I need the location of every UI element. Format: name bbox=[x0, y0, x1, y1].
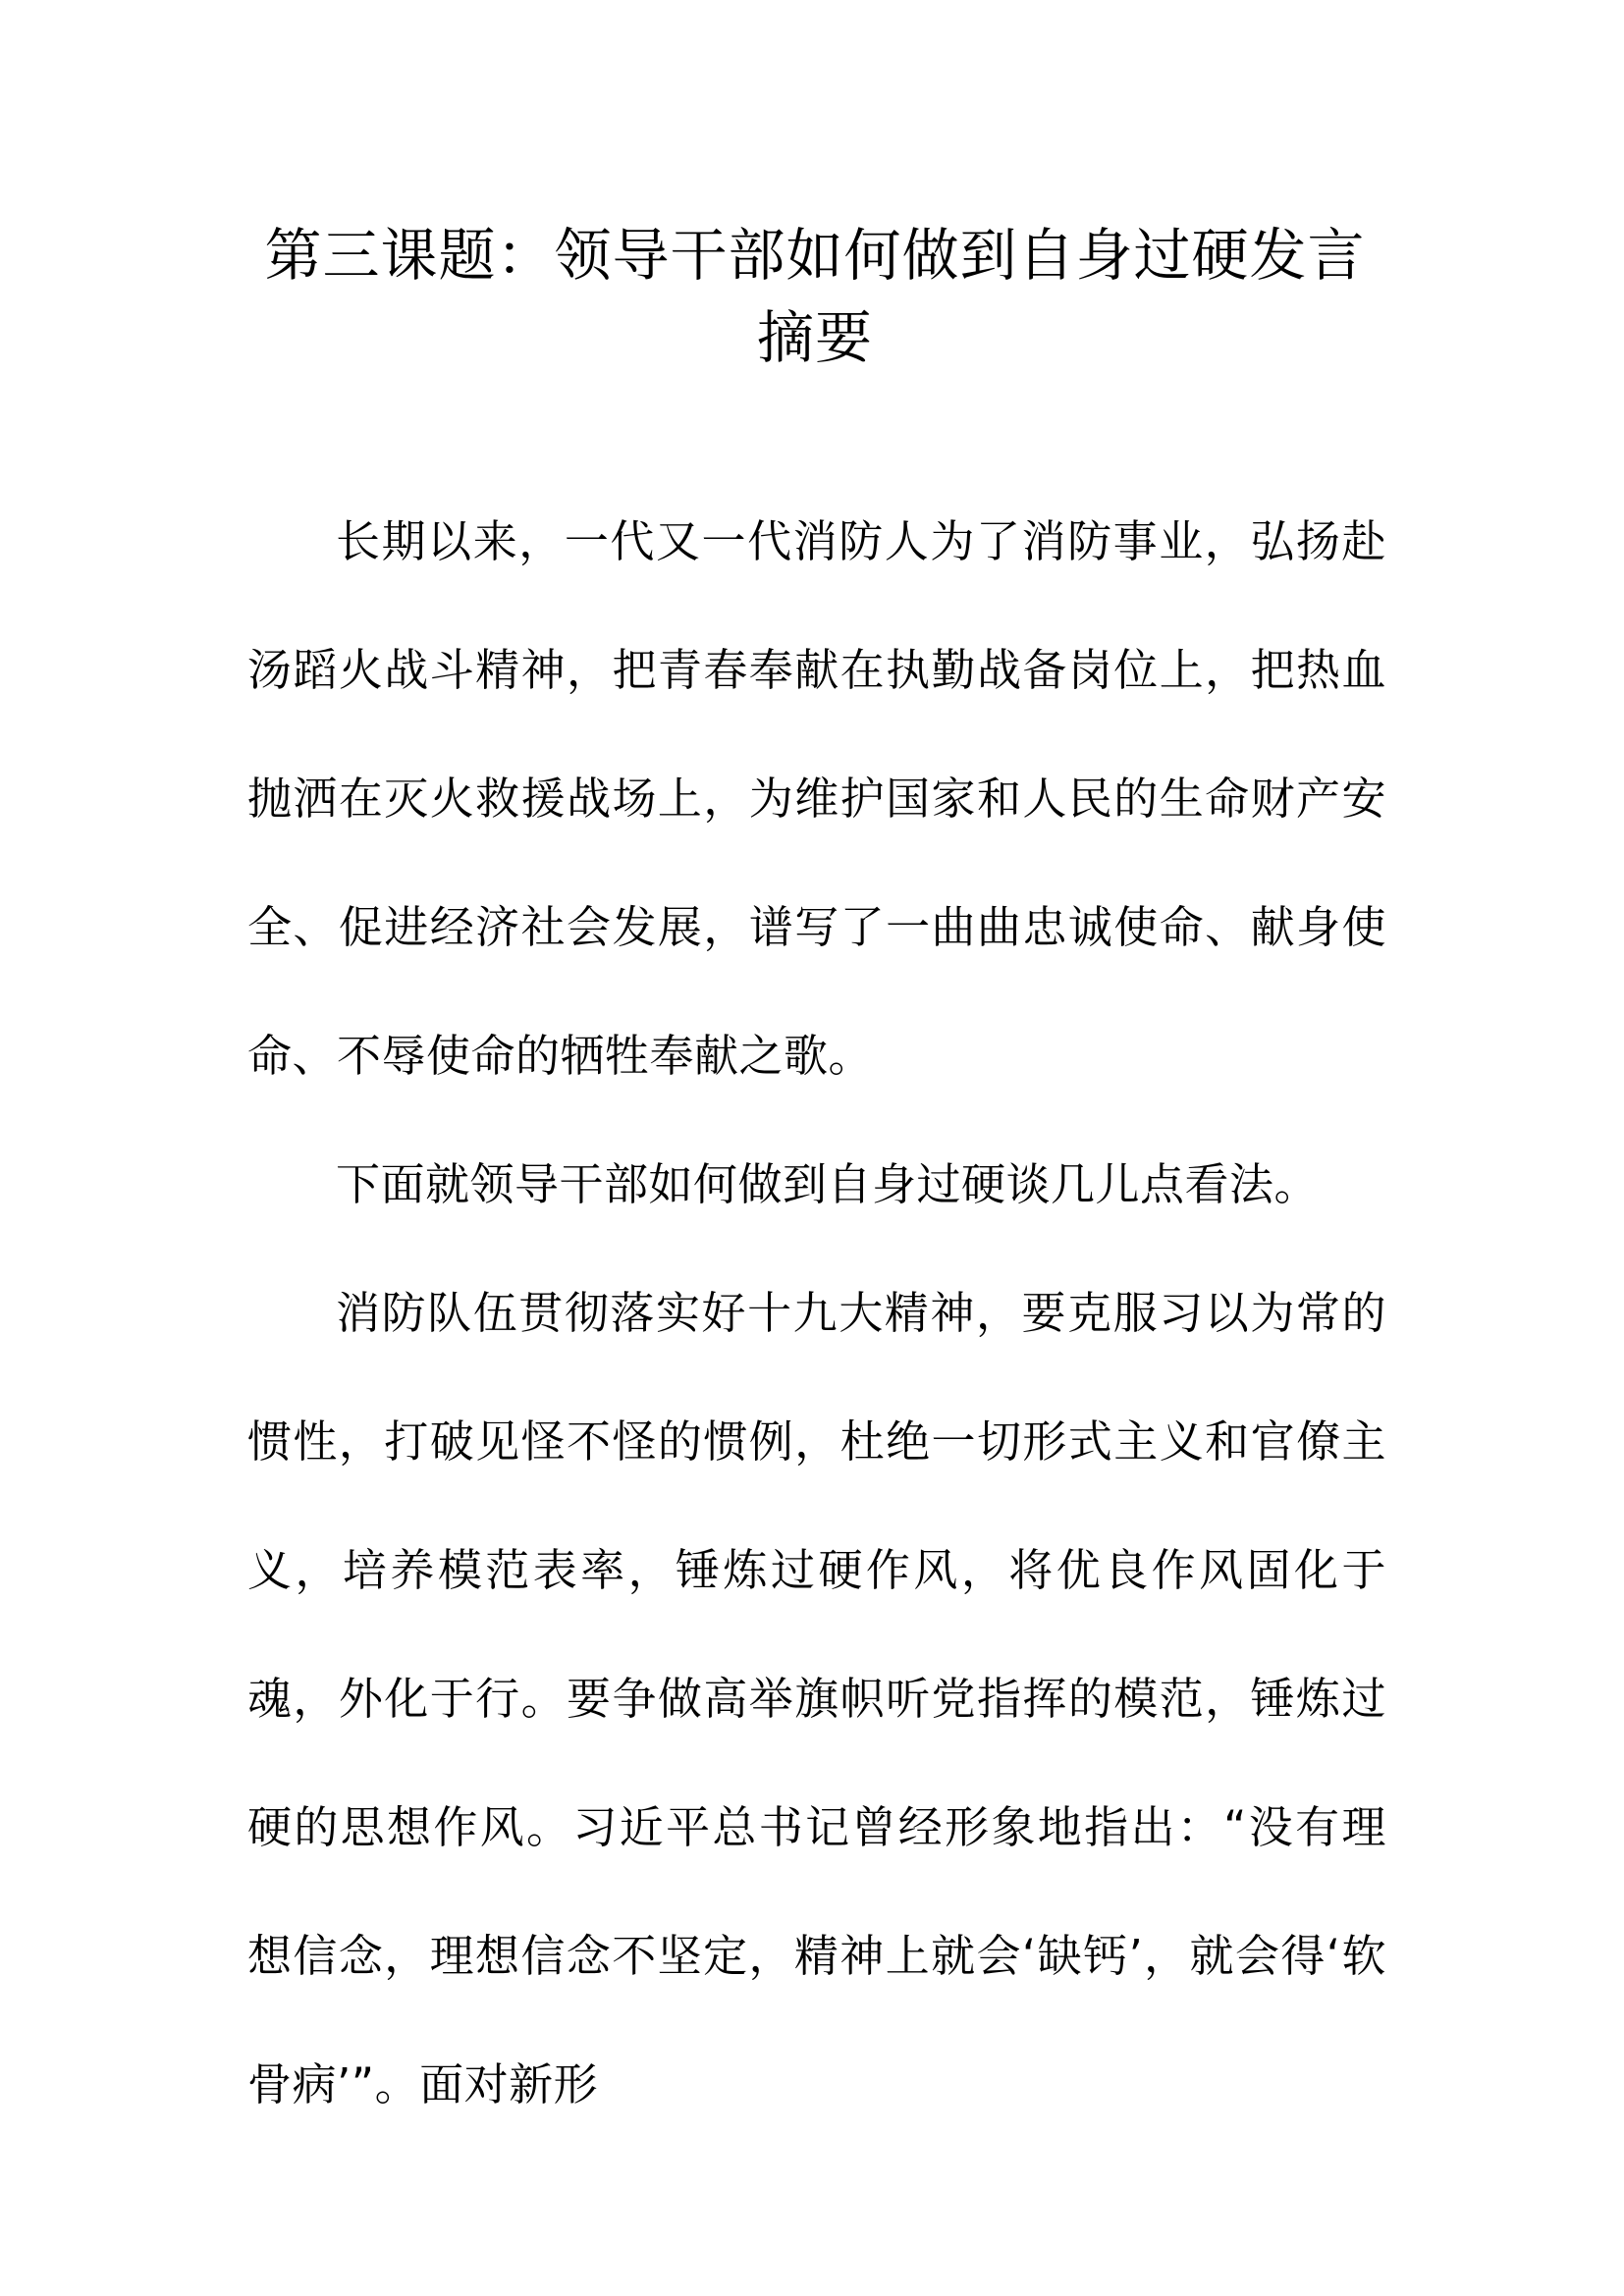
document-title: 第三课题：领导干部如何做到自身过硬发言摘要 bbox=[264, 222, 1366, 371]
paragraph-1: 长期以来，一代又一代消防人为了消防事业，弘扬赴汤蹈火战斗精神，把青春奉献在执勤战备岗位上，把热血抛洒在灭火救援战场上，为维护国家和人民的生命财产安全、促进经济社会发展，谱写了一曲曲忠诚使命、献身使命、不辱使命的牺牲奉献之歌。 bbox=[247, 515, 1386, 1082]
document-body bbox=[247, 477, 1386, 2149]
paragraph-2: 下面就领导干部如何做到自身过硬谈几儿点看法。 bbox=[336, 1158, 1320, 1210]
paragraph-3: 消防队伍贯彻落实好十九大精神，要克服习以为常的惯性，打破见怪不怪的惯例，杜绝一切形式主义和官僚主义，培养模范表率，锤炼过硬作风，将优良作风固化于魂，外化于行。要争做高举旗帜听党指挥的模范，锤炼过硬的思想作风。习近平总书记曾经形象地指出：“没有理想信念，理想信念不坚定，精神上就会‘缺钙’，就会得‘软骨病’”。面对新形 bbox=[247, 1287, 1386, 2110]
